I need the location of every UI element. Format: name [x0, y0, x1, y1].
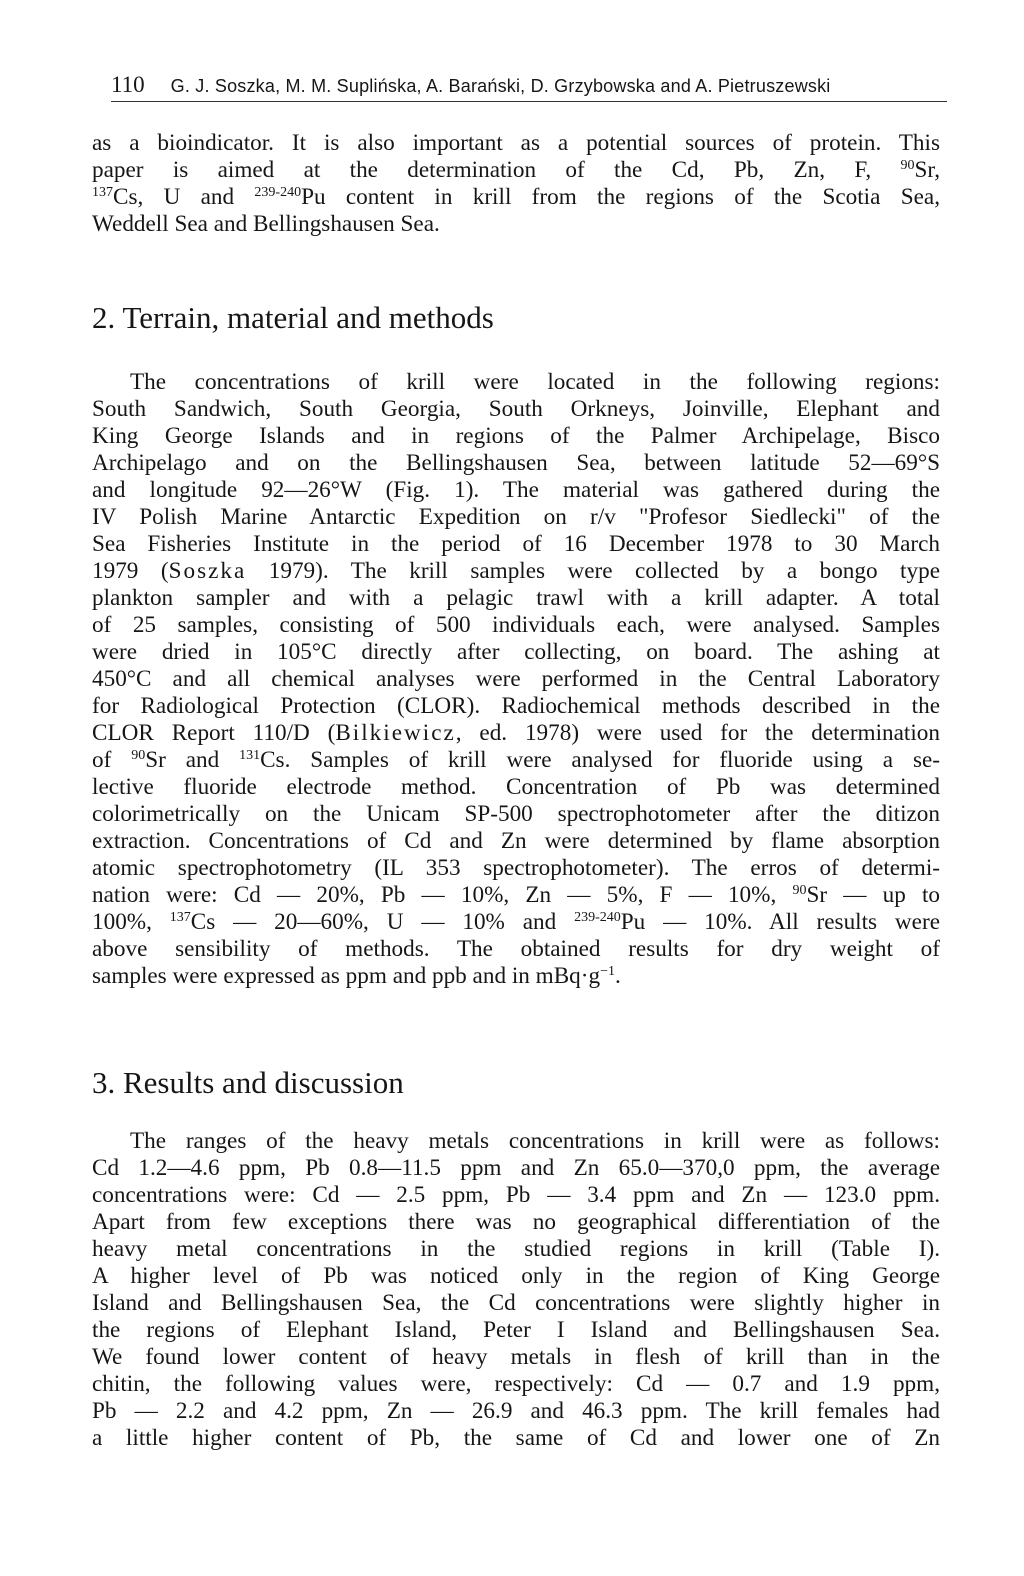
superscript: 90: [131, 748, 146, 763]
text-run: for Radiological Protection (CLOR). Radiochemical methods described in the: [92, 693, 940, 719]
text-run: Island and Bellingshausen Sea, the Cd concentrations were slightly higher in: [92, 1290, 940, 1316]
section-2-paragraph: [92, 369, 940, 990]
text-run: nation were: Cd — 20%, Pb — 10%, Zn — 5%, F — 10%,: [92, 882, 793, 908]
text-line: [92, 585, 940, 612]
text-line: [92, 1155, 940, 1182]
text-line: [92, 909, 940, 936]
text-line: [92, 1128, 940, 1155]
text-run: Cd 1.2—4.6 ppm, Pb 0.8—11.5 ppm and Zn 65.0—370,0 ppm, the average: [92, 1155, 940, 1181]
text-run: extraction. Concentrations of Cd and Zn were determined by flame absorption: [92, 828, 940, 854]
text-run: Apart from few exceptions there was no geographical differentiation of the: [92, 1209, 940, 1235]
text-run: 1979). The krill samples were collected by a bongo type: [246, 558, 940, 584]
text-run: IV Polish Marine Antarctic Expedition on r/v "Profesor Siedlecki" of the: [92, 504, 940, 530]
text-line: [92, 1398, 940, 1425]
text-run: lective fluoride electrode method. Concentration of Pb was determined: [92, 774, 940, 800]
text-line: [92, 396, 940, 423]
text-line: [92, 531, 940, 558]
text-line: [92, 963, 940, 990]
text-run: The concentrations of krill were located in the following regions:: [130, 369, 940, 395]
text-run: and longitude 92—26°W (Fig. 1). The material was gathered during the: [92, 477, 940, 503]
section-3-heading: 3. Results and discussion: [92, 1065, 404, 1100]
text-line: [92, 828, 940, 855]
text-line: [92, 855, 940, 882]
text-line: [92, 774, 940, 801]
text-run: Cs, U and: [113, 184, 255, 210]
text-line: [92, 1290, 940, 1317]
running-head: [111, 72, 947, 99]
text-run: concentrations were: Cd — 2.5 ppm, Pb — 3.4 ppm and Zn — 123.0 ppm.: [92, 1182, 940, 1208]
text-run: as a bioindicator. It is also important as a potential sources of protein. This: [92, 130, 940, 156]
superscript: 137: [169, 910, 191, 925]
text-run: The ranges of the heavy metals concentrations in krill were as follows:: [130, 1128, 940, 1154]
text-run: above sensibility of methods. The obtained results for dry weight of: [92, 936, 940, 962]
text-run: paper is aimed at the determination of the Cd, Pb, Zn, F,: [92, 157, 901, 183]
text-run: Cs — 20—60%, U — 10% and: [190, 909, 575, 935]
text-line: [92, 720, 940, 747]
text-run: samples were expressed as ppm and ppb and in mBq·g: [92, 963, 601, 989]
text-line: [92, 211, 940, 238]
text-line: [92, 801, 940, 828]
text-line: [92, 936, 940, 963]
spaced-author-name: Bilkiewicz: [335, 720, 456, 746]
text-run: King George Islands and in regions of the Palmer Archipelage, Bisco: [92, 423, 940, 449]
text-line: [92, 450, 940, 477]
superscript: 239-240: [254, 185, 302, 200]
text-run: Sr and: [145, 747, 240, 773]
text-line: [92, 184, 940, 211]
text-line: [92, 1182, 940, 1209]
text-run: Cs. Samples of krill were analysed for fluoride using a se-: [260, 747, 940, 773]
text-run: were dried in 105°C directly after collecting, on board. The ashing at: [92, 639, 940, 665]
superscript: 137: [92, 185, 113, 200]
spaced-author-name: Soszka: [168, 558, 247, 584]
superscript: 90: [900, 158, 915, 173]
text-line: [92, 157, 940, 184]
text-run: CLOR Report 110/D (: [92, 720, 336, 746]
text-run: 450°C and all chemical analyses were performed in the Central Laboratory: [92, 666, 940, 692]
text-line: [92, 558, 940, 585]
text-run: chitin, the following values were, respectively: Cd — 0.7 and 1.9 ppm,: [92, 1371, 940, 1397]
text-line: [92, 747, 940, 774]
author-line: G. J. Soszka, M. M. Suplińska, A. Barański, D. Grzybowska and A. Pietruszewski: [170, 76, 831, 96]
text-run: colorimetrically on the Unicam SP-500 spectrophotometer after the ditizon: [92, 801, 940, 827]
text-line: [92, 504, 940, 531]
text-line: [92, 1236, 940, 1263]
text-run: Archipelago and on the Bellingshausen Sea, between latitude 52—69°S: [92, 450, 940, 476]
text-run: 100%,: [92, 909, 170, 935]
intro-paragraph: [92, 130, 940, 238]
text-line: [92, 639, 940, 666]
text-line: [92, 130, 940, 157]
superscript: 239-240: [574, 910, 621, 925]
text-run: Pu content in krill from the regions of the Scotia Sea,: [301, 184, 940, 210]
text-run: Sea Fisheries Institute in the period of 16 December 1978 to 30 March: [92, 531, 940, 557]
text-run: the regions of Elephant Island, Peter I Island and Bellingshausen Sea.: [92, 1317, 940, 1343]
text-line: [92, 882, 940, 909]
text-line: [92, 369, 940, 396]
text-line: [92, 693, 940, 720]
text-run: South Sandwich, South Georgia, South Orkneys, Joinville, Elephant and: [92, 396, 940, 422]
text-run: atomic spectrophotometry (IL 353 spectrophotometer). The erros of determi-: [92, 855, 940, 881]
text-run: .: [614, 963, 621, 989]
text-run: We found lower content of heavy metals in flesh of krill than in the: [92, 1344, 940, 1370]
text-run: a little higher content of Pb, the same of Cd and lower one of Zn: [92, 1425, 940, 1451]
page-number: 110: [111, 72, 145, 97]
text-run: 1979 (: [92, 558, 169, 584]
text-run: Sr,: [914, 157, 940, 183]
superscript: 90: [792, 883, 807, 898]
text-run: of 25 samples, consisting of 500 individuals each, were analysed. Samples: [92, 612, 940, 638]
text-line: [92, 1317, 940, 1344]
superscript: 131: [239, 748, 261, 763]
superscript: −1: [600, 964, 615, 979]
section-2-heading: 2. Terrain, material and methods: [92, 300, 494, 335]
text-run: heavy metal concentrations in the studied regions in krill (Table I).: [92, 1236, 940, 1262]
text-line: [92, 423, 940, 450]
text-line: [92, 1371, 940, 1398]
section-3-paragraph: [92, 1128, 940, 1452]
text-run: Pu — 10%. All results were: [620, 909, 940, 935]
text-run: Weddell Sea and Bellingshausen Sea.: [92, 211, 440, 237]
text-line: [92, 666, 940, 693]
text-run: of: [92, 747, 132, 773]
text-line: [92, 612, 940, 639]
text-run: Sr — up to: [806, 882, 941, 908]
text-line: [92, 1263, 940, 1290]
text-run: Pb — 2.2 and 4.2 ppm, Zn — 26.9 and 46.3 ppm. The krill females had: [92, 1398, 940, 1424]
text-run: A higher level of Pb was noticed only in the region of King George: [92, 1263, 940, 1289]
text-line: [92, 1209, 940, 1236]
text-line: [92, 477, 940, 504]
text-line: [92, 1425, 940, 1452]
text-line: [92, 1344, 940, 1371]
header-rule: [111, 101, 947, 102]
text-run: plankton sampler and with a pelagic trawl with a krill adapter. A total: [92, 585, 940, 611]
text-run: , ed. 1978) were used for the determination: [455, 720, 940, 746]
